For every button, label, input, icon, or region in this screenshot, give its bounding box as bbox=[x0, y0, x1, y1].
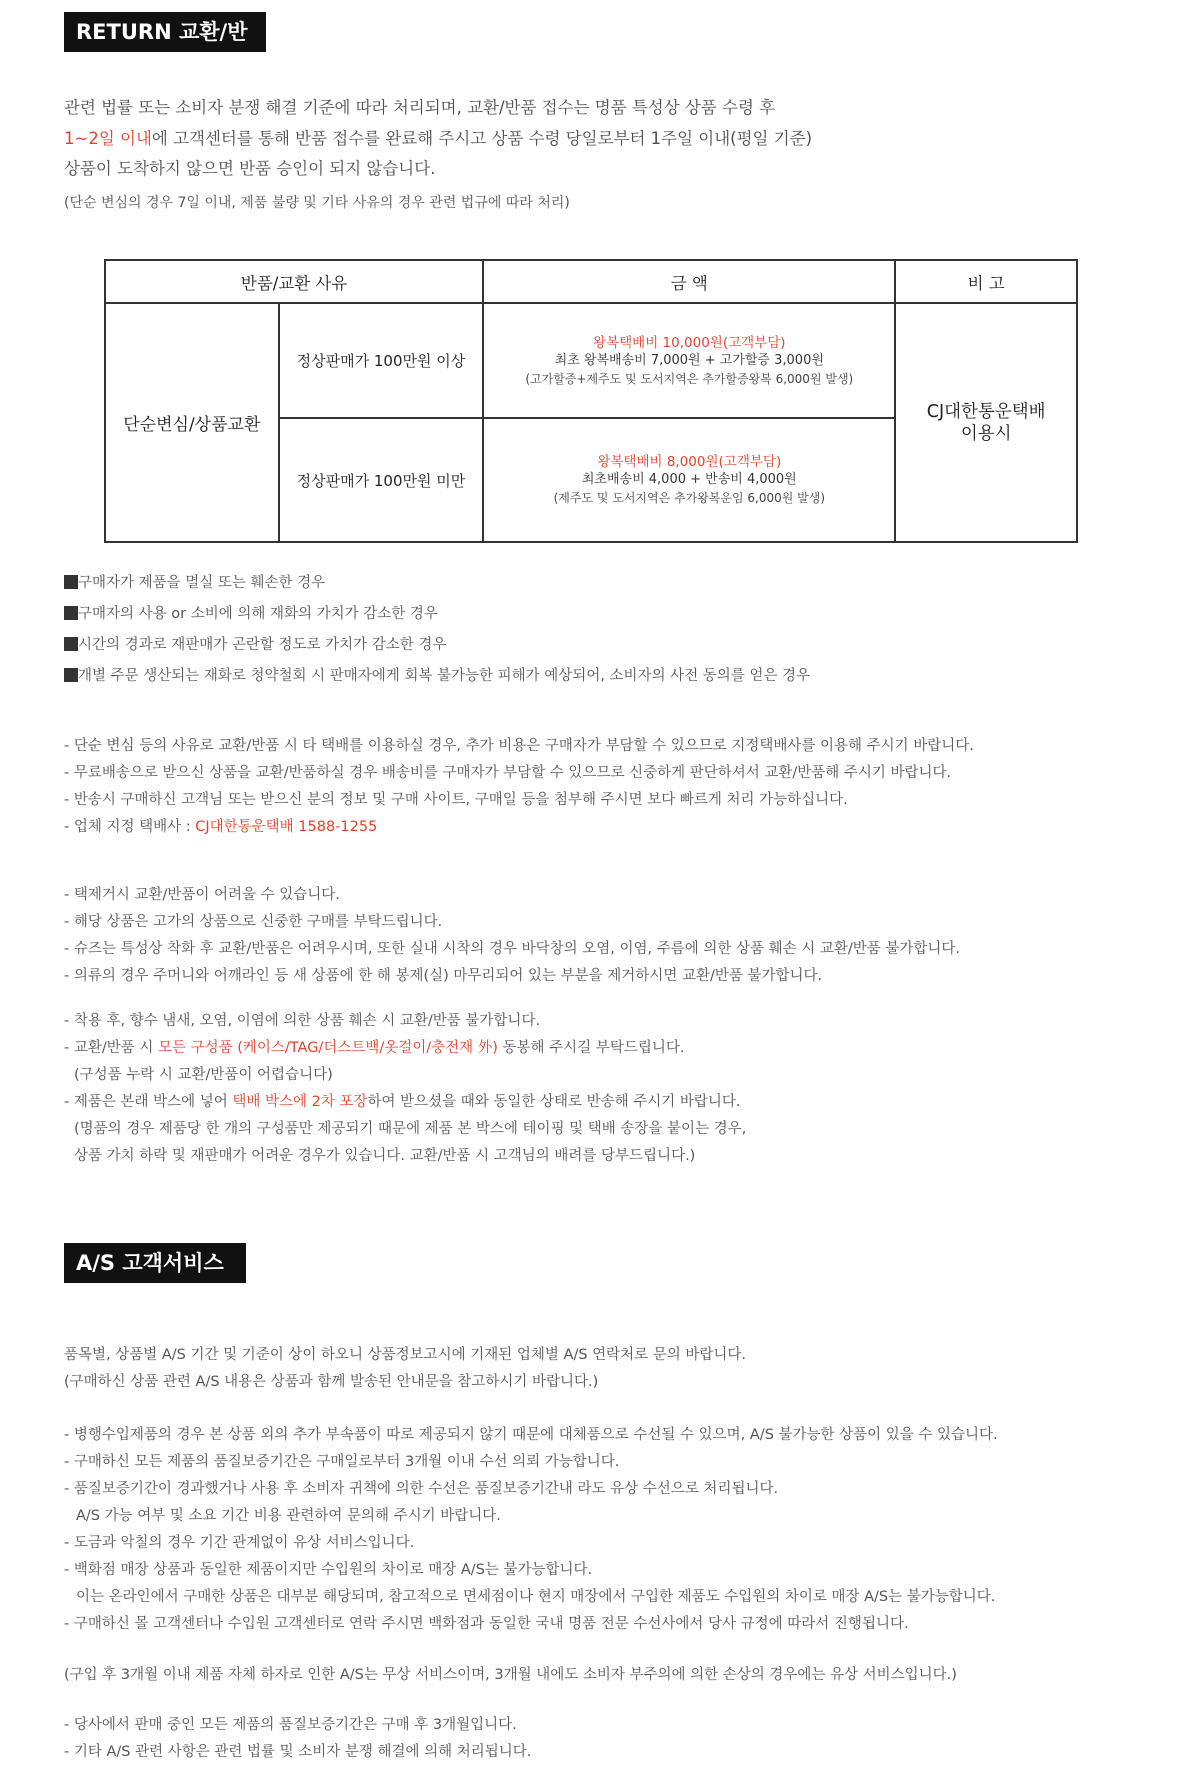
care-text: - 교환/반품 시 bbox=[64, 1040, 158, 1056]
fee-total: 왕복택배비 10,000원(고객부담) bbox=[593, 334, 786, 351]
fee-detail: 최초 왕복배송비 7,000원 + 고가할증 3,000원 bbox=[554, 352, 824, 368]
table-row bbox=[105, 303, 1077, 418]
as-red-items bbox=[64, 1712, 531, 1766]
condition-cell: 정상판매가 100만원 미만 bbox=[279, 418, 484, 542]
restriction-text: 구매자가 제품을 멸실 또는 훼손한 경우 bbox=[78, 575, 326, 591]
as-intro-line: 품목별, 상품별 A/S 기간 및 기준이 상이 하오니 상품정보고시에 기재된 업체별 A/S 연락처로 문의 바랍니다. bbox=[64, 1347, 747, 1363]
red-notice-line: - 해당 상품은 고가의 상품으로 신중한 구매를 부탁드립니다. bbox=[64, 914, 443, 930]
notice-line: - 반송시 구매하신 고객님 또는 받으신 분의 정보 및 구매 사이트, 구매일 등을 첨부해 주시면 보다 빠르게 처리 가능하십니다. bbox=[64, 792, 848, 808]
square-bullet-icon bbox=[64, 606, 78, 620]
header-amount: 금 액 bbox=[483, 260, 895, 303]
return-period-highlight: 1~2일 이내 bbox=[64, 128, 152, 148]
list-item bbox=[64, 568, 810, 599]
care-line: - 착용 후, 향수 냄새, 오염, 이염에 의한 상품 훼손 시 교환/반품 불가합니다. bbox=[64, 1013, 541, 1029]
list-item bbox=[64, 630, 810, 661]
care-line: (구성품 누락 시 교환/반품이 어렵습니다) bbox=[74, 1067, 333, 1083]
courier-label: - 업체 지정 택배사 : bbox=[64, 819, 196, 835]
as-item: - 백화점 매장 상품과 동일한 제품이지만 수입원의 차이로 매장 A/S는 불가능합니다. bbox=[64, 1562, 593, 1578]
return-intro-line2 bbox=[64, 124, 1154, 155]
return-care-notices bbox=[64, 1008, 746, 1170]
list-item bbox=[64, 599, 810, 630]
as-item: - 품질보증기간이 경과했거나 사용 후 소비자 귀책에 의한 수선은 품질보증기간내 라도 유상 수선으로 처리됩니다. bbox=[64, 1481, 779, 1497]
care-text: 하여 받으셨을 때와 동일한 상태로 반송해 주시기 바랍니다. bbox=[367, 1094, 741, 1110]
fee-detail: 최초배송비 4,000 + 반송비 4,000원 bbox=[581, 472, 797, 487]
care-text: 동봉해 주시길 부탁드립니다. bbox=[497, 1040, 685, 1056]
red-notice-line: - 의류의 경우 주머니와 어깨라인 등 새 상품에 한 해 봉제(실) 마무리되어 있는 부분을 제거하시면 교환/반품 불가합니다. bbox=[64, 968, 823, 984]
fee-total: 왕복택배비 8,000원(고객부담) bbox=[597, 454, 782, 470]
care-line bbox=[64, 1089, 746, 1116]
remark-cell bbox=[895, 303, 1077, 542]
as-item: - 도금과 악칠의 경우 기간 관계없이 유상 서비스입니다. bbox=[64, 1535, 415, 1551]
packaging-highlight: 택배 박스에 2차 포장 bbox=[232, 1094, 368, 1110]
return-section-title: RETURN 교환/반품 bbox=[64, 12, 266, 52]
as-intro-line: (구매하신 상품 관련 A/S 내용은 상품과 함께 발송된 안내문을 참고하시기 바랍니다.) bbox=[64, 1374, 599, 1390]
header-remark: 비 고 bbox=[895, 260, 1077, 303]
return-intro-line3: 상품이 도착하지 않으면 반품 승인이 되지 않습니다. bbox=[64, 159, 436, 178]
restriction-text: 시간의 경과로 재판매가 곤란할 정도로 가치가 감소한 경우 bbox=[78, 637, 447, 653]
restriction-list bbox=[64, 568, 810, 692]
notice-line: - 무료배송으로 받으신 상품을 교환/반품하실 경우 배송비를 구매자가 부담할 수 있으므로 신중하게 판단하셔서 교환/반품해 주시기 바랍니다. bbox=[64, 765, 952, 781]
courier-line bbox=[64, 814, 974, 841]
restriction-text: 개별 주문 생산되는 재화로 청약철회 시 판매자에게 회복 불가능한 피해가 예상되어, 소비자의 사전 동의를 얻은 경우 bbox=[78, 668, 811, 684]
as-item: 이는 온라인에서 구매한 상품은 대부분 해당되며, 참고적으로 면세점이나 현지 매장에서 구입한 제품도 수입원의 차이로 매장 A/S는 불가능합니다. bbox=[76, 1589, 996, 1605]
header-reason: 반품/교환 사유 bbox=[105, 260, 483, 303]
as-red-item: - 당사에서 판매 중인 모든 제품의 품질보증기간은 구매 후 3개월입니다. bbox=[64, 1717, 517, 1733]
as-item: - 구매하신 모든 제품의 품질보증기간은 구매일로부터 3개월 이내 수선 의뢰 가능합니다. bbox=[64, 1454, 620, 1470]
as-warranty-note: (구입 후 3개월 이내 제품 자체 하자로 인한 A/S는 무상 서비스이며, 3개월 내에도 소비자 부주의에 의한 손상의 경우에는 유상 서비스입니다.) bbox=[64, 1667, 957, 1683]
care-line bbox=[64, 1035, 746, 1062]
fee-cell bbox=[483, 418, 895, 542]
return-intro-line1: 관련 법률 또는 소비자 분쟁 해결 기준에 따라 처리되며, 교환/반품 접수는 명품 특성상 상품 수령 후 bbox=[64, 98, 776, 117]
square-bullet-icon bbox=[64, 575, 78, 589]
fee-note: (고가할증+제주도 및 도서지역은 추가할증왕복 6,000원 발생) bbox=[525, 371, 854, 386]
care-line: (명품의 경우 제품당 한 개의 구성품만 제공되기 때문에 제품 본 박스에 테이핑 및 택배 송장을 붙이는 경우, bbox=[74, 1121, 747, 1137]
as-red-item: - 기타 A/S 관련 사항은 관련 법률 및 소비자 분쟁 해결에 의해 처리됩니다. bbox=[64, 1744, 532, 1760]
square-bullet-icon bbox=[64, 637, 78, 651]
square-bullet-icon bbox=[64, 668, 78, 682]
restriction-text: 구매자의 사용 or 소비에 의해 재화의 가치가 감소한 경우 bbox=[78, 606, 438, 622]
remark-line2: 이용시 bbox=[960, 423, 1012, 444]
as-items bbox=[64, 1422, 998, 1638]
as-section-title: A/S 고객서비스 bbox=[64, 1243, 246, 1283]
table-header-row bbox=[105, 260, 1077, 303]
return-notices bbox=[64, 733, 974, 841]
courier-value: CJ대한통운택배 1588-1255 bbox=[195, 819, 378, 835]
care-line: 상품 가치 하락 및 재판매가 어려운 경우가 있습니다. 교환/반품 시 고객님의 배려를 당부드립니다.) bbox=[74, 1148, 696, 1164]
as-intro bbox=[64, 1342, 746, 1396]
list-item bbox=[64, 661, 810, 692]
return-fee-table bbox=[104, 259, 1078, 543]
return-red-notices bbox=[64, 882, 960, 990]
condition-cell: 정상판매가 100만원 이상 bbox=[279, 303, 484, 418]
return-intro-line2-rest: 에 고객센터를 통해 반품 접수를 완료해 주시고 상품 수령 당일로부터 1주일 이내(평일 기준) bbox=[151, 128, 813, 148]
reason-cell: 단순변심/상품교환 bbox=[105, 303, 279, 542]
return-intro-note: (단순 변심의 경우 7일 이내, 제품 불량 및 기타 사유의 경우 관련 법규에 따라 처리) bbox=[64, 195, 570, 211]
care-text: - 제품은 본래 박스에 넣어 bbox=[64, 1094, 233, 1110]
as-item: - 병행수입제품의 경우 본 상품 외의 추가 부속품이 따로 제공되지 않기 때문에 대체품으로 수선될 수 있으며, A/S 불가능한 상품이 있을 수 있습니다. bbox=[64, 1427, 998, 1443]
as-item: - 구매하신 몰 고객센터나 수입원 고객센터로 연락 주시면 백화점과 동일한 국내 명품 전문 수선사에서 당사 규정에 따라서 진행됩니다. bbox=[64, 1616, 909, 1632]
components-highlight: 모든 구성품 (케이스/TAG/더스트백/옷걸이/충전재 外) bbox=[157, 1040, 498, 1056]
fee-note: (제주도 및 도서지역은 추가왕복운임 6,000원 발생) bbox=[553, 491, 826, 505]
red-notice-line: - 슈즈는 특성상 착화 후 교환/반품은 어려우시며, 또한 실내 시착의 경우 바닥창의 오염, 이염, 주름에 의한 상품 훼손 시 교환/반품 불가합니다. bbox=[64, 941, 961, 957]
red-notice-line: - 택제거시 교환/반품이 어려울 수 있습니다. bbox=[64, 887, 340, 903]
return-intro bbox=[64, 93, 1154, 185]
remark-line1: CJ대한통운택배 bbox=[926, 401, 1046, 422]
as-item: A/S 가능 여부 및 소요 기간 비용 관련하여 문의해 주시기 바랍니다. bbox=[76, 1508, 501, 1524]
notice-line: - 단순 변심 등의 사유로 교환/반품 시 타 택배를 이용하실 경우, 추가 비용은 구매자가 부담할 수 있으므로 지정택배사를 이용해 주시기 바랍니다. bbox=[64, 738, 974, 754]
fee-cell bbox=[483, 303, 895, 418]
